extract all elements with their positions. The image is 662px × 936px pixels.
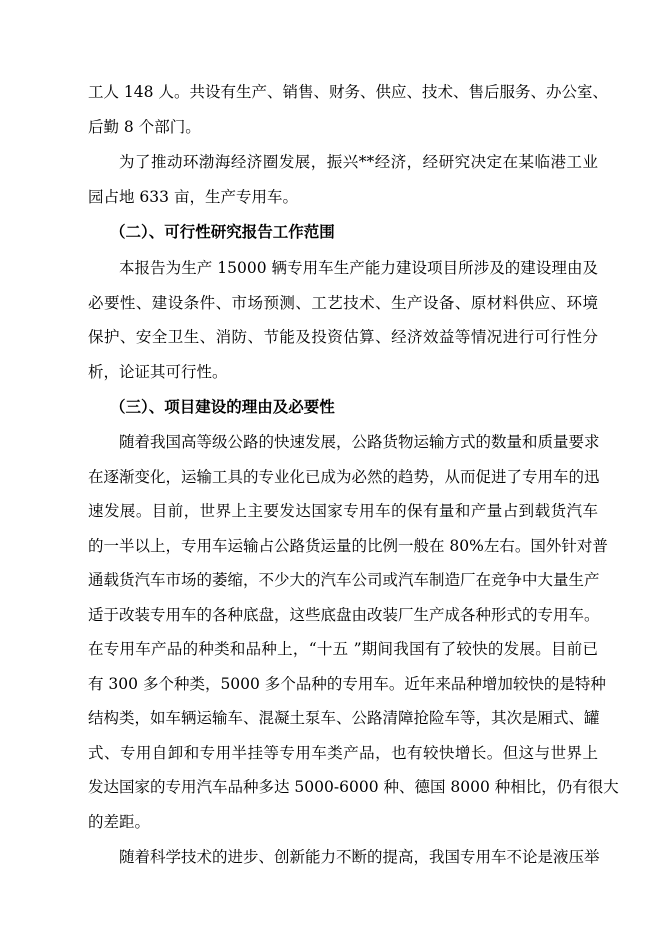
section-heading-scope: （二）、可行性研究报告工作范围 <box>110 222 335 241</box>
text-line: 后勤 8 个部门。 <box>88 117 201 136</box>
paragraph-report-scope <box>88 251 598 389</box>
text-line: 适于改装专用车的各种底盘，这些底盘由改装厂生产成各种形式的专用车。 <box>88 605 600 624</box>
text-line: 发达国家的专用汽车品种多达 5000-6000 种、德国 8000 种相比，仍有很大 <box>88 778 619 796</box>
text-line: 的差距。 <box>88 812 151 831</box>
text-line: 通载货汽车市场的萎缩，不少大的汽车公司或汽车制造厂在竞争中大量生产 <box>88 571 600 589</box>
text-line: 保护、安全卫生、消防、节能及投资估算、经济效益等情况进行可行性分 <box>88 328 598 346</box>
text-line: 结构类，如车辆运输车、混凝土泵车、公路清障抢险车等，其次是厢式、罐 <box>88 709 600 727</box>
text-line: 在专用车产品的种类和品种上，“十五 ”期间我国有了较快的发展。目前已 <box>88 640 598 658</box>
paragraph-project-location <box>88 145 598 214</box>
text-line: 式、专用自卸和专用半挂等专用车类产品，也有较快增长。但这与世界上 <box>88 743 598 762</box>
text-line: 随着科学技术的进步、创新能力不断的提高，我国专用车不论是液压举 <box>119 848 600 866</box>
paragraph-technology-progress <box>88 840 598 875</box>
text-line: 园占地 633 亩，生产专用车。 <box>88 187 298 206</box>
text-line: 析，论证其可行性。 <box>88 362 228 381</box>
text-line: 为了推动环渤海经济圈发展，振兴**经济，经研究决定在某临港工业 <box>119 153 598 171</box>
text-line: 的一半以上，专用车运输占公路货运量的比例一般在 80%左右。国外针对普 <box>88 536 608 555</box>
text-line: 速发展。目前，世界上主要发达国家专用车的保有量和产量占到载货汽车 <box>88 502 598 520</box>
text-line: 工人 148 人。共设有生产、销售、财务、供应、技术、售后服务、办公室、 <box>88 83 608 101</box>
text-line: 必要性、建设条件、市场预测、工艺技术、生产设备、原材料供应、环境 <box>88 293 598 312</box>
text-line: 随着我国高等级公路的快速发展，公路货物运输方式的数量和质量要求 <box>119 433 600 451</box>
text-line: 在逐渐变化，运输工具的专业化已成为必然的趋势，从而促进了专用车的迅 <box>88 467 600 486</box>
text-line: 有 300 多个种类，5000 多个品种的专用车。近年来品种增加较快的是特种 <box>88 674 606 693</box>
paragraph-industry-development <box>88 425 619 839</box>
section-heading-rationale: （三）、项目建设的理由及必要性 <box>110 397 335 416</box>
paragraph-staff-departments <box>88 75 608 144</box>
text-line: 本报告为生产 15000 辆专用车生产能力建设项目所涉及的建设理由及 <box>119 259 598 277</box>
